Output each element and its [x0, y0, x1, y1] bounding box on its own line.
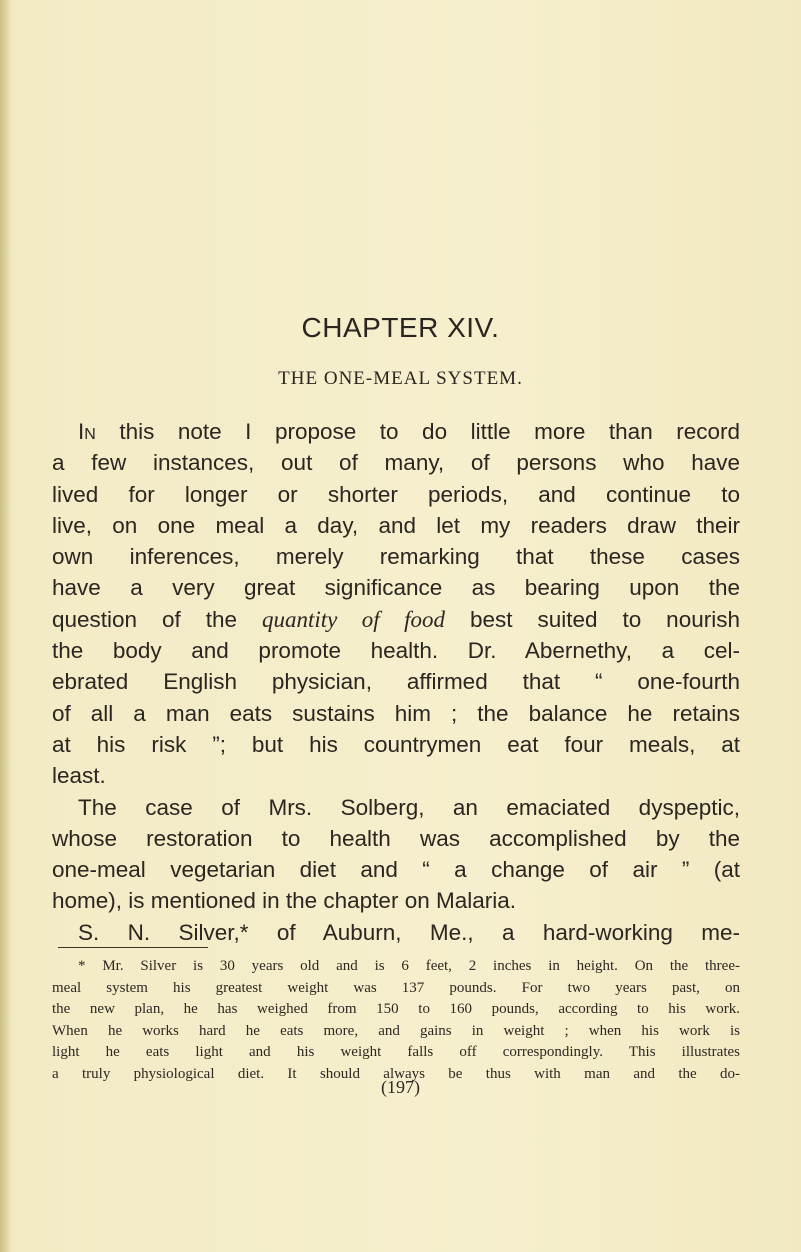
paragraph-1-line: live, on one meal a day, and let my readers draw their [52, 512, 740, 538]
footnote-line: light he eats light and his weight falls off correspondingly. This illustrates [52, 1044, 740, 1060]
footnote-divider [58, 947, 208, 948]
paragraph-2-line: home), is mentioned in the chapter on Malaria. [52, 888, 516, 914]
body-text [52, 416, 740, 948]
footnote-line: * Mr. Silver is 30 years old and is 6 feet, 2 inches in height. On the three- [78, 958, 740, 974]
paragraph-1-line: the body and promote health. Dr. Abernethy, a cel- [52, 638, 740, 664]
footnote-line: When he works hard he eats more, and gains in weight ; when his work is [52, 1022, 740, 1039]
paragraph-1-line: at his risk ”; but his countrymen eat four meals, at [52, 731, 740, 757]
page-binding-edge [0, 0, 10, 1252]
italic-phrase: quantity of food [261, 606, 446, 632]
paragraph-2-line: whose restoration to health was accomplished by the [52, 825, 740, 851]
dropcap-word: In [78, 419, 96, 444]
text-span: this note I propose to do little more than record [95, 419, 740, 444]
paragraph-1-line: lived for longer or shorter periods, and continue to [52, 481, 740, 507]
paragraph-1-line: a few instances, out of many, of persons who have [52, 450, 740, 476]
chapter-heading: CHAPTER XIV. [301, 312, 500, 343]
page-number: (197) [381, 1077, 420, 1097]
text-span: question of the [52, 606, 262, 632]
paragraph-1-line: own inferences, merely remarking that these cases [52, 544, 740, 570]
footnote [52, 956, 740, 1085]
paragraph-1-line: have a very great significance as bearing upon the [52, 575, 740, 601]
paragraph-1-line: of all a man eats sustains him ; the balance he retains [52, 700, 740, 726]
text-span: best suited to nourish [445, 606, 740, 632]
paragraph-1-line [52, 416, 740, 447]
footnote-line: a truly physiological diet. It should always be thus with man and the do- [52, 1065, 740, 1082]
paragraph-3-line: S. N. Silver,* of Auburn, Me., a hard-working me- [78, 919, 740, 945]
footnote-line: meal system his greatest weight was 137 pounds. For two years past, on [52, 979, 740, 996]
paragraph-2-line: one-meal vegetarian diet and “ a change of air ” (at [52, 857, 740, 883]
paragraph-2-line: The case of Mrs. Solberg, an emaciated dyspeptic, [78, 794, 740, 820]
paragraph-1-line [52, 604, 740, 635]
paragraph-1-line: least. [52, 763, 106, 789]
footnote-line: the new plan, he has weighed from 150 to 160 pounds, according to his work. [52, 1001, 740, 1017]
paragraph-1-line: ebrated English physician, affirmed that “ one-fourth [52, 669, 740, 695]
chapter-title: THE ONE-MEAL SYSTEM. [278, 368, 523, 389]
